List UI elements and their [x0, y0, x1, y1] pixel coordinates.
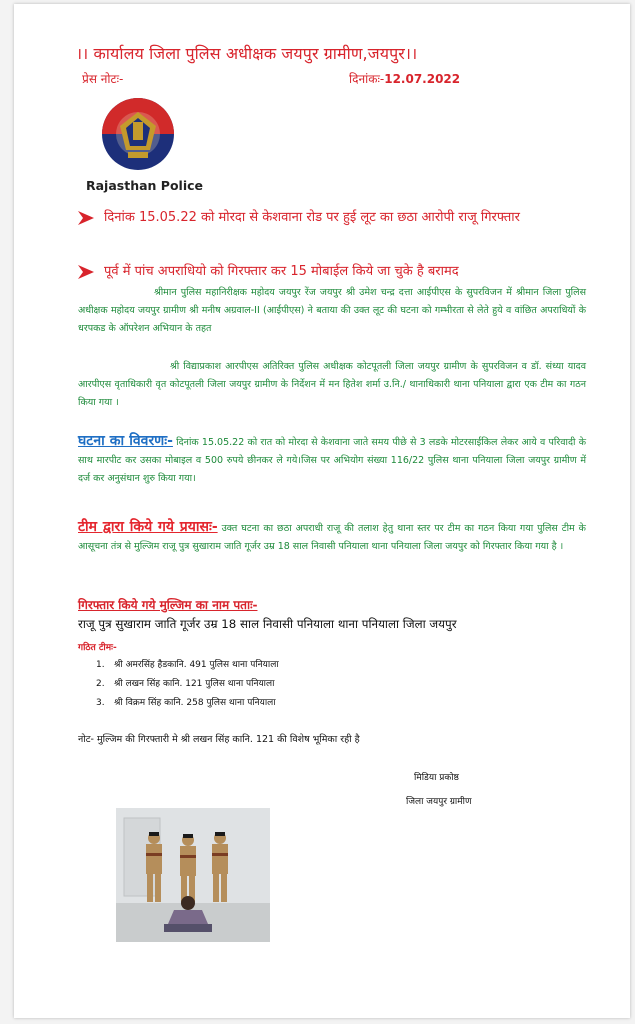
date-value: 12.07.2022 — [384, 72, 461, 86]
office-header: ।। कार्यालय जिला पुलिस अधीक्षक जयपुर ग्रामीण,जयपुर।। — [76, 44, 418, 63]
logo-caption: Rajasthan Police — [86, 178, 203, 193]
signature-line-2: जिला जयपुर ग्रामीण — [406, 797, 472, 807]
special-note: नोट- मुल्जिम की गिरफ्तारी मे श्री लखन सिंह कानि. 121 की विशेष भूमिका रही है — [78, 734, 360, 745]
incident-text: दिनांक 15.05.22 को रात को मोरदा से केशवाना जाते समय पीछे से 3 लडके मोटरसाईकिल लेकर आये व परिवादी के साथ मारपीट कर उसका मोबाइल व 500 रुपये छीनकर ले गये।जिस पर अभियोग संख्या 116/22 पुलिस थाना पनियाला जिला जयपुर ग्रामीण में दर्ज कर अनुसंधान शुरु किया गया। — [78, 437, 586, 484]
team-effort-title: टीम द्वारा किये गये प्रयासः- — [78, 519, 218, 535]
arrested-title: गिरफ्तार किये गये मुल्जिम का नाम पताः- — [78, 598, 258, 612]
signature-line-1: मिडिया प्रकोष्ठ — [414, 773, 459, 783]
team-title: गठित टीमः- — [78, 643, 117, 653]
headline-text: दिनांक 15.05.22 को मोरदा से केशवाना रोड पर हुई लूट का छठा आरोपी राजू गिरफ्तार — [104, 210, 520, 225]
list-item: 3. श्री विक्रम सिंह कानि. 258 पुलिस थाना पनियाला — [96, 698, 276, 708]
supervision-paragraph-2: श्री विद्याप्रकाश आरपीएस अतिरिक्त पुलिस अधीक्षक कोटपूतली जिला जयपुर ग्रामीण के सुपरविजन व डॉ. संध्या यादव आरपीएस वृताधिकारी वृत कोटपूतली जिला जयपुर ग्रामीण के निर्देशन में मन हितेश शर्मा उ.नि./ थानाधिकारी थाना पनियाला द्वारा एक टीम का गठन किया गया । — [78, 361, 586, 408]
supervision-paragraph-1: श्रीमान पुलिस महानिरीक्षक महोदय जयपुर रेंज जयपुर श्री उमेश चन्द्र दत्ता आईपीएस के सुपरविजन में श्रीमान जिला पुलिस अधीक्षक महोदय जयपुर ग्रामीण श्री मनीष अग्रवाल-II (आईपीएस) ने बताया की उक्त लूट की घटना को गम्भीरता से लेते हुये व वांछित अपराधियों के धरपकड के ऑपरेशन अभियान के तहत — [78, 287, 586, 334]
team-effort-section — [78, 518, 586, 556]
arrested-details: राजू पुत्र सुखाराम जाति गूर्जर उम्र 18 साल निवासी पनियाला थाना पनियाला जिला जयपुर — [78, 617, 457, 631]
headline-item — [78, 208, 596, 228]
headline-text: पूर्व में पांच अपराधियो को गिरफ्तार कर 15 मोबाईल किये जा चुके है बरामद — [104, 264, 459, 279]
incident-title: घटना का विवरणः- — [78, 433, 173, 449]
headline-item — [78, 262, 596, 282]
list-item: 2. श्री लखन सिंह कानि. 121 पुलिस थाना पनियाला — [96, 679, 275, 689]
date-label: दिनांकः- — [349, 72, 385, 86]
date-line — [349, 70, 460, 87]
team-effort-text: उक्त घटना का छठा अपराधी राजू की तलाश हेतु थाना स्तर पर टीम का गठन किया गया पुलिस टीम के आसूचना तंत्र से मुल्जिम राजू पुत्र सुखाराम जाति गूर्जर उम्र 18 साल निवासी पनियाला थाना पनियाला जिला जयपुर को गिरफ्तार किया गया है । — [78, 523, 586, 552]
arrest-photo — [116, 808, 270, 942]
arrow-bullet-icon — [78, 211, 94, 225]
arrow-bullet-icon — [78, 265, 94, 279]
press-note-label: प्रेस नोटः- — [82, 72, 124, 86]
list-item: 1. श्री अमरसिंह हैडकानि. 491 पुलिस थाना पनियाला — [96, 660, 279, 670]
team-list — [96, 656, 279, 713]
police-emblem-icon — [100, 96, 176, 172]
incident-section — [78, 432, 586, 488]
